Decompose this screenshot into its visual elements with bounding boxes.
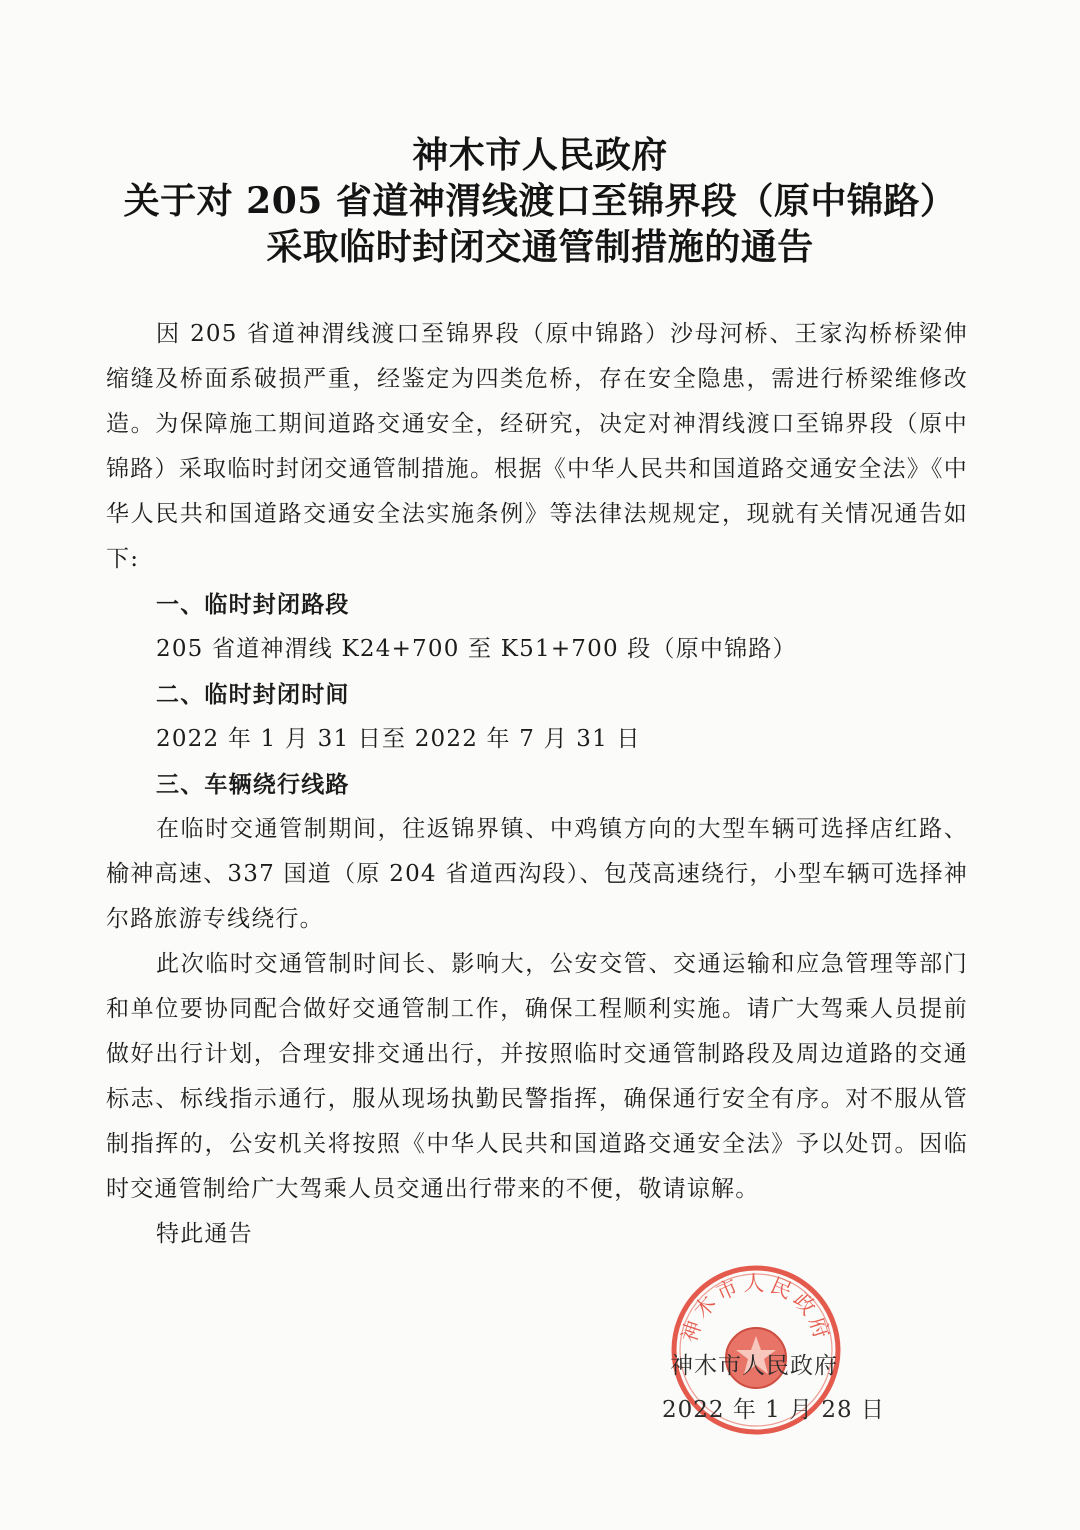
section-2-heading: 二、临时封闭时间: [156, 681, 350, 708]
intro-paragraph: 因 205 省道神渭线渡口至锦界段（原中锦路）沙母河桥、王家沟桥桥梁伸缩缝及桥面系破损严重，经鉴定为四类危桥，存在安全隐患，需进行桥梁维修改造。为保障施工期间道路交通安全，经研究，决定对神渭线渡口至锦界段（原中锦路）采取临时封闭交通管制措施。根据《中华人民共和国道路交通安全法》《中华人民共和国道路交通安全法实施条例》等法律法规规定，现就有关情况通告如下:: [106, 321, 968, 572]
signature-block: [600, 1344, 900, 1432]
notice-end: 特此通告: [156, 1221, 253, 1247]
document-body: [106, 312, 968, 1257]
section-1-content: 205 省道神渭线 K24+700 至 K51+700 段（原中锦路）: [156, 636, 797, 662]
section-3-content: 在临时交通管制期间，往返锦界镇、中鸡镇方向的大型车辆可选择店红路、榆神高速、337 国道（原 204 省道西沟段）、包茂高速绕行，小型车辆可选择神尔路旅游专线绕行。: [106, 816, 968, 932]
signature-date: 2022 年 1 月 28 日: [662, 1397, 885, 1423]
closing-paragraph: 此次临时交通管制时间长、影响大，公安交管、交通运输和应急管理等部门和单位要协同配合做好交通管制工作，确保工程顺利实施。请广大驾乘人员提前做好出行计划，合理安排交通出行，并按照临时交通管制路段及周边道路的交通标志、标线指示通行，服从现场执勤民警指挥，确保通行安全有序。对不服从管制指挥的，公安机关将按照《中华人民共和国道路交通安全法》予以处罚。因临时交通管制给广大驾乘人员交通出行带来的不便，敬请谅解。: [106, 951, 968, 1202]
title-line-1: 神木市人民政府: [412, 134, 668, 176]
seal-text: 神木市人民政府: [677, 1271, 835, 1346]
signature-org: 神木市人民政府: [670, 1353, 838, 1379]
section-3-heading: 三、车辆绕行线路: [156, 771, 350, 798]
title-line-3: 采取临时封闭交通管制措施的通告: [266, 226, 814, 268]
document-title: [0, 132, 1080, 270]
title-line-2: 关于对 205 省道神渭线渡口至锦界段（原中锦路）: [123, 180, 957, 222]
section-2-content: 2022 年 1 月 31 日至 2022 年 7 月 31 日: [156, 726, 641, 752]
section-1-heading: 一、临时封闭路段: [156, 591, 350, 618]
